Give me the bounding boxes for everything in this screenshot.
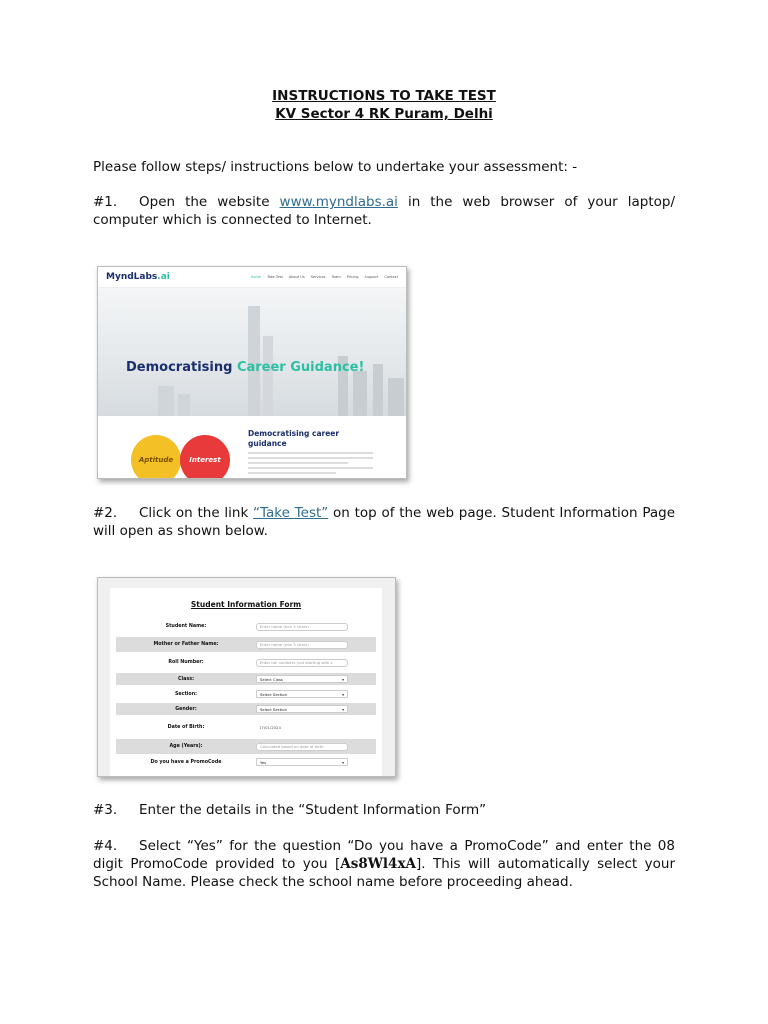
form-row-section: Section: Select Section ▾ [116, 688, 376, 700]
gender-select: Select Section ▾ [256, 705, 348, 713]
website-screenshot [97, 266, 407, 479]
promocode-select: Yes ▾ [256, 758, 348, 766]
form-row-parent-name: Mother or Father Name: Enter name (min 3 chars) [116, 637, 376, 652]
aptitude-circle: Aptitude [131, 435, 181, 479]
nav-item-services: Services [310, 275, 326, 279]
dob-input: 17/01/2024 [256, 723, 348, 731]
step-4-number: #4. [93, 838, 118, 854]
student-info-form [110, 588, 382, 776]
take-test-link[interactable]: “Take Test” [253, 505, 329, 521]
chevron-down-icon: ▾ [342, 706, 344, 712]
hero-heading: Democratising Career Guidance! [126, 360, 365, 375]
form-title: Student Information Form [190, 600, 302, 609]
site-lower-section [98, 417, 406, 478]
step-3 [93, 801, 675, 819]
document-title: INSTRUCTIONS TO TAKE TEST [272, 88, 496, 104]
nav-item-team: Team [331, 275, 341, 279]
step-2-text-post: on top of the web page. Student Information Page will open as shown below. [93, 505, 675, 539]
form-row-gender: Gender: Select Section ▾ [116, 703, 376, 715]
step-1-text-pre: Open the website [139, 194, 280, 210]
chevron-down-icon: ▾ [342, 759, 344, 765]
form-row-promocode: Do you have a PromoCode Yes ▾ [116, 757, 376, 767]
interest-circle: Interest [180, 435, 230, 479]
step-2 [93, 504, 675, 540]
step-2-text-pre: Click on the link [139, 505, 254, 521]
nav-item-take-test: Take Test [267, 275, 283, 279]
step-3-text: Enter the details in the “Student Information Form” [139, 802, 487, 818]
step-1 [93, 193, 675, 229]
nav-item-support: Support [364, 275, 379, 279]
site-nav-menu [251, 275, 398, 279]
form-row-class: Class: Select Class ▾ [116, 673, 376, 685]
class-select: Select Class ▾ [256, 675, 348, 683]
roll-number-input: Enter roll numbers (not starting with z [256, 659, 348, 667]
intro-paragraph: Please follow steps/ instructions below to undertake your assessment: - [93, 159, 578, 175]
section-heading: Democratising career guidance [248, 429, 340, 448]
step-4-text-post: ]. This will automatically select your School Name. Please check the school name before proceeding ahead. [93, 856, 675, 890]
hero-banner [98, 288, 406, 416]
school-name: KV Sector 4 RK Puram, Delhi [275, 106, 493, 122]
step-4 [93, 837, 675, 891]
age-input: Calculated based on date of birth [256, 743, 348, 751]
parent-name-input: Enter name (min 3 chars) [256, 641, 348, 649]
chevron-down-icon: ▾ [342, 691, 344, 697]
form-row-student-name: Student Name: Enter name (min 3 chars) [116, 619, 376, 634]
form-row-age: Age (Years): Calculated based on date of birth [116, 739, 376, 754]
form-row-roll-number: Roll Number: Enter roll numbers (not starting with z [116, 655, 376, 670]
step-2-number: #2. [93, 505, 118, 521]
promo-code: As8Wl4xA [340, 856, 416, 872]
site-navbar [98, 267, 406, 288]
section-body-placeholder [248, 452, 373, 477]
nav-item-about: About Us [288, 275, 305, 279]
step-4-text-pre: Select “Yes” for the question “Do you have a PromoCode” and enter the 08 digit PromoCode provided to you [ [93, 838, 675, 872]
nav-item-home: Home [250, 275, 262, 279]
section-select: Select Section ▾ [256, 690, 348, 698]
form-screenshot [97, 577, 396, 777]
step-1-number: #1. [93, 194, 118, 210]
step-1-text-post: in the web browser of your laptop/ computer which is connected to Internet. [93, 194, 676, 228]
site-logo: MyndLabs.ai [106, 272, 170, 282]
nav-item-contact: Contact [384, 275, 398, 279]
nav-item-pricing: Pricing [346, 275, 359, 279]
chevron-down-icon: ▾ [342, 676, 344, 682]
website-link[interactable]: www.myndlabs.ai [279, 194, 398, 210]
student-name-input: Enter name (min 3 chars) [256, 623, 348, 631]
form-row-dob: Date of Birth: 17/01/2024 [116, 718, 376, 736]
step-3-number: #3. [93, 802, 118, 818]
